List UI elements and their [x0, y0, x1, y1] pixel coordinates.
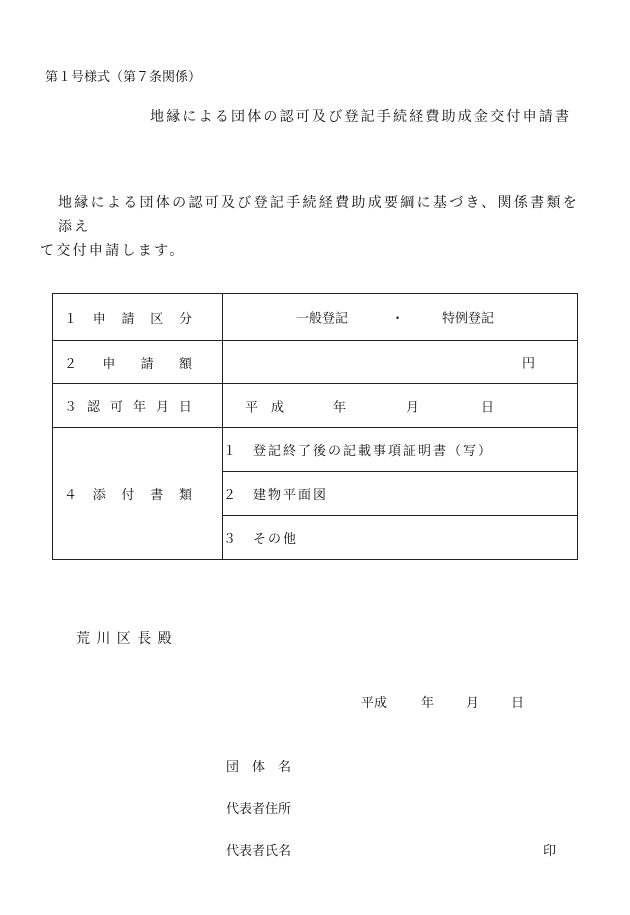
value-amount[interactable]	[223, 341, 578, 384]
month-label: 月	[406, 400, 420, 415]
label-char: 認	[86, 400, 100, 415]
label-char: 請	[121, 311, 135, 327]
label-attachments	[53, 428, 223, 560]
sign-era: 平成	[361, 696, 388, 711]
sign-year: 年	[421, 696, 435, 711]
representative-name-label: 代表者氏名	[226, 844, 292, 859]
sign-day: 日	[511, 696, 525, 711]
label-char: ４	[64, 488, 78, 503]
label-char: 分	[178, 311, 192, 327]
table-row-amount	[53, 341, 578, 384]
statement-line-2: て交付申請します。	[40, 243, 186, 259]
label-char: １	[64, 311, 78, 327]
seal-mark: 印	[543, 844, 557, 859]
day-label: 日	[481, 400, 495, 415]
option-special-registration[interactable]: 特例登記	[442, 311, 495, 327]
label-amount	[53, 341, 223, 384]
label-char: 申	[92, 311, 106, 327]
label-char: 額	[178, 356, 192, 372]
sign-month: 月	[466, 696, 480, 711]
attachment-item: １ 登記終了後の記載事項証明書（写）	[223, 428, 578, 472]
label-char: 請	[140, 356, 154, 372]
table-row-attachments	[53, 428, 578, 472]
addressee: 荒川区長殿	[76, 631, 178, 647]
label-char: 日	[178, 400, 192, 415]
yen-unit: 円	[522, 356, 536, 372]
form-number: 第１号様式（第７条関係）	[45, 70, 202, 85]
label-char: 区	[150, 311, 164, 327]
group-name-label: 団 体 名	[226, 760, 292, 775]
label-char: 年	[132, 400, 146, 415]
label-approval-date	[53, 384, 223, 428]
label-char: ２	[64, 356, 78, 372]
label-char: 書	[150, 488, 164, 503]
application-statement	[40, 191, 588, 263]
label-char: 類	[178, 488, 192, 503]
value-approval-date[interactable]	[223, 384, 578, 428]
label-char: 添	[92, 488, 106, 503]
label-char: ３	[64, 400, 78, 415]
label-char: 申	[102, 356, 116, 372]
option-separator: ・	[391, 311, 405, 327]
attachment-item: ３ その他	[223, 516, 578, 560]
application-table	[52, 293, 578, 560]
value-application-type	[223, 294, 578, 341]
statement-line-1: 地縁による団体の認可及び登記手続経費助成要綱に基づき、関係書類を添え	[58, 195, 580, 235]
label-char: 付	[121, 488, 135, 503]
era-heisei: 平 成	[245, 400, 285, 415]
table-row-application-type	[53, 294, 578, 341]
table-row-approval-date	[53, 384, 578, 428]
label-char: 可	[109, 400, 123, 415]
year-label: 年	[333, 400, 347, 415]
attachment-item: ２ 建物平面図	[223, 472, 578, 516]
option-general-registration[interactable]: 一般登記	[296, 311, 349, 327]
document-title: 地縁による団体の認可及び登記手続経費助成金交付申請書	[150, 109, 572, 125]
label-application-type	[53, 294, 223, 341]
label-char: 月	[155, 400, 169, 415]
representative-address-label: 代表者住所	[226, 802, 292, 817]
